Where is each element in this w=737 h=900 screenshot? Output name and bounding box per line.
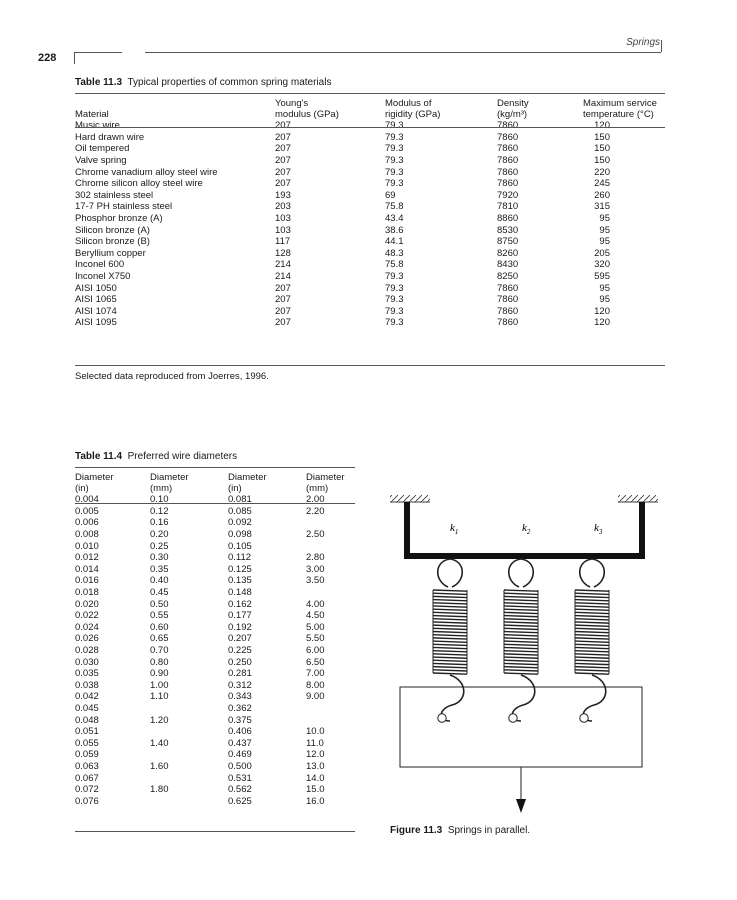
youngs-modulus-cell: 207 — [275, 131, 291, 143]
diameter-mm-cell: 16.0 — [306, 795, 325, 807]
diameter-in-cell: 0.437 — [228, 737, 252, 749]
table-row — [75, 772, 355, 784]
table-row — [75, 306, 665, 318]
diameter-in-cell: 0.625 — [228, 795, 252, 807]
header-rule — [145, 52, 661, 53]
diameter-mm-cell: 1.00 — [150, 679, 169, 691]
diameter-mm-cell — [150, 795, 228, 807]
table-11-4-label: Table 11.4 — [75, 451, 123, 462]
diameter-in-cell: 0.081 — [228, 494, 252, 506]
diameter-mm-cell: 1.10 — [150, 691, 169, 703]
max-temp-cell: 150 — [594, 143, 610, 155]
header-rule-left — [74, 52, 122, 53]
diameter-mm-cell: 2.20 — [306, 505, 325, 517]
table-row — [75, 668, 355, 680]
diameter-in-cell: 0.225 — [228, 645, 252, 657]
diameter-in-cell: 0.406 — [228, 726, 252, 738]
diameter-mm-cell: 8.00 — [306, 679, 325, 691]
diameter-in-cell: 0.148 — [228, 587, 252, 599]
figure-11-3-label: Figure 11.3 — [390, 825, 443, 836]
table-11-4-top-rule — [75, 467, 355, 468]
table-row — [75, 726, 355, 738]
diameter-in-cell: 0.177 — [228, 610, 252, 622]
max-temp-cell: 595 — [594, 271, 610, 283]
table-row — [75, 703, 355, 715]
rigidity-cell: 75.8 — [385, 259, 404, 271]
diameter-in-cell: 0.281 — [228, 668, 252, 680]
diameter-mm-cell: 11.0 — [306, 737, 324, 749]
material-cell: AISI 1074 — [75, 305, 117, 317]
table-row — [75, 691, 355, 703]
max-temp-cell: 150 — [594, 155, 610, 167]
diameter-in-cell: 0.192 — [228, 621, 252, 633]
diameter-mm-cell: 15.0 — [306, 784, 325, 796]
youngs-modulus-cell: 207 — [275, 282, 291, 294]
diameter-mm-cell: 0.80 — [150, 656, 169, 668]
youngs-modulus-cell: 117 — [275, 236, 291, 248]
diameter-mm-cell: 5.00 — [306, 621, 325, 633]
header-youngs-modulus: Young's modulus (GPa) — [275, 98, 339, 120]
table-row — [75, 120, 665, 132]
diameter-in-cell: 0.020 — [75, 598, 99, 610]
diameter-mm-cell: 14.0 — [306, 772, 325, 784]
max-temp-cell: 120 — [594, 305, 610, 317]
table-row — [75, 143, 665, 155]
diameter-in-cell: 0.343 — [228, 691, 252, 703]
material-cell: Chrome silicon alloy steel wire — [75, 178, 203, 190]
material-cell: Silicon bronze (B) — [75, 236, 150, 248]
diameter-in-cell: 0.022 — [75, 610, 99, 622]
diameter-mm-cell: 10.0 — [306, 726, 325, 738]
diameter-mm-cell — [306, 703, 355, 715]
table-row — [75, 645, 355, 657]
diameter-in-cell: 0.028 — [75, 645, 99, 657]
diameter-in-cell: 0.250 — [228, 656, 252, 668]
table-row — [75, 795, 355, 807]
density-cell: 8750 — [497, 236, 519, 248]
diameter-mm-cell: 0.65 — [150, 633, 169, 645]
material-cell: AISI 1095 — [75, 317, 117, 329]
table-11-3-title: Typical properties of common spring materials — [127, 77, 332, 88]
diameter-mm-cell: 0.10 — [150, 494, 169, 506]
header-rule-left-tick — [74, 52, 75, 64]
table-row — [75, 259, 665, 271]
table-row — [75, 155, 665, 167]
diameter-mm-cell: 2.80 — [306, 552, 325, 564]
table-row — [75, 680, 355, 692]
header-rule-right — [661, 40, 662, 52]
max-temp-cell: 95 — [599, 294, 610, 306]
table-row — [75, 190, 665, 202]
rigidity-cell: 79.3 — [385, 317, 404, 329]
diameter-in-cell: 0.085 — [228, 505, 252, 517]
diameter-mm-cell: 12.0 — [306, 749, 325, 761]
density-cell: 7920 — [497, 189, 519, 201]
diameter-in-cell: 0.162 — [228, 598, 252, 610]
table-11-3-note: Selected data reproduced from Joerres, 1996. — [75, 371, 269, 382]
diameter-mm-cell: 9.00 — [306, 691, 325, 703]
table-11-3-top-rule — [75, 93, 665, 94]
diameter-in-cell: 0.500 — [228, 760, 252, 772]
material-cell: AISI 1050 — [75, 282, 117, 294]
header-diameter-mm-1: Diameter (mm) — [150, 472, 189, 494]
table-11-3-header-row — [75, 98, 665, 120]
density-cell: 7860 — [497, 155, 519, 167]
density-cell: 7860 — [497, 305, 519, 317]
diameter-mm-cell: 1.20 — [150, 714, 169, 726]
spring-label-k1: $k_1$ — [450, 522, 459, 536]
diameter-in-cell: 0.105 — [228, 540, 252, 552]
diameter-mm-cell: 2.00 — [306, 494, 325, 506]
figure-11-3-caption — [390, 825, 530, 836]
youngs-modulus-cell: 214 — [275, 271, 291, 283]
table-11-4-caption — [75, 451, 237, 462]
rigidity-cell: 79.3 — [385, 143, 404, 155]
diameter-in-cell: 0.014 — [75, 563, 99, 575]
table-row — [75, 610, 355, 622]
table-11-4-title: Preferred wire diameters — [127, 451, 238, 462]
density-cell: 7860 — [497, 294, 519, 306]
diameter-in-cell: 0.375 — [228, 714, 252, 726]
rigidity-cell: 79.3 — [385, 131, 404, 143]
diameter-mm-cell: 0.45 — [150, 587, 169, 599]
diameter-mm-cell — [306, 714, 355, 726]
diameter-mm-cell: 0.55 — [150, 610, 169, 622]
diameter-mm-cell: 0.30 — [150, 552, 169, 564]
diameter-mm-cell: 5.50 — [306, 633, 325, 645]
diameter-mm-cell: 7.00 — [306, 668, 325, 680]
rigidity-cell: 79.3 — [385, 166, 404, 178]
diameter-mm-cell: 1.40 — [150, 737, 169, 749]
diameter-mm-cell — [150, 749, 228, 761]
material-cell: Music wire — [75, 120, 120, 132]
density-cell: 8430 — [497, 259, 519, 271]
material-cell: 17-7 PH stainless steel — [75, 201, 173, 213]
table-row — [75, 587, 355, 599]
max-temp-cell: 95 — [599, 282, 610, 294]
table-row — [75, 236, 665, 248]
density-cell: 7860 — [497, 178, 519, 190]
diameter-in-cell: 0.067 — [75, 772, 99, 784]
table-row — [75, 132, 665, 144]
diameter-in-cell: 0.207 — [228, 633, 252, 645]
table-row — [75, 529, 355, 541]
diameter-mm-cell — [150, 703, 228, 715]
diameter-mm-cell: 3.50 — [306, 575, 325, 587]
rigidity-cell: 79.3 — [385, 282, 404, 294]
diameter-mm-cell: 13.0 — [306, 760, 325, 772]
diameter-mm-cell: 0.40 — [150, 575, 169, 587]
diameter-mm-cell: 4.00 — [306, 598, 325, 610]
youngs-modulus-cell: 207 — [275, 317, 291, 329]
diameter-in-cell: 0.055 — [75, 737, 99, 749]
force-arrow — [516, 767, 526, 813]
table-11-4-bottom-rule — [75, 831, 355, 832]
spring-label-k2: $k_2$ — [522, 522, 531, 536]
diameter-in-cell: 0.072 — [75, 784, 99, 796]
rigidity-cell: 79.3 — [385, 120, 404, 132]
max-temp-cell: 320 — [594, 259, 610, 271]
diameter-in-cell: 0.004 — [75, 494, 99, 506]
diameter-in-cell: 0.010 — [75, 540, 99, 552]
diameter-mm-cell: 1.60 — [150, 760, 169, 772]
density-cell: 7860 — [497, 131, 519, 143]
diameter-mm-cell: 0.12 — [150, 505, 169, 517]
load-block — [400, 687, 642, 767]
diameter-mm-cell: 0.90 — [150, 668, 169, 680]
table-11-4-header-rule — [75, 503, 355, 504]
youngs-modulus-cell: 207 — [275, 143, 291, 155]
diameter-mm-cell: 0.25 — [150, 540, 169, 552]
table-row — [75, 598, 355, 610]
rigidity-cell: 79.3 — [385, 294, 404, 306]
diameter-in-cell: 0.005 — [75, 505, 99, 517]
material-cell: AISI 1065 — [75, 294, 117, 306]
youngs-modulus-cell: 193 — [275, 189, 291, 201]
diameter-in-cell: 0.026 — [75, 633, 99, 645]
rigidity-cell: 69 — [385, 189, 396, 201]
diameter-in-cell: 0.048 — [75, 714, 99, 726]
youngs-modulus-cell: 207 — [275, 166, 291, 178]
density-cell: 7810 — [497, 201, 519, 213]
rigidity-cell: 38.6 — [385, 224, 404, 236]
header-modulus-of-rigidity: Modulus of rigidity (GPa) — [385, 98, 441, 120]
diameter-mm-cell: 4.50 — [306, 610, 325, 622]
table-row — [75, 294, 665, 306]
table-row — [75, 317, 665, 329]
diameter-mm-cell: 0.60 — [150, 621, 169, 633]
material-cell: Inconel 600 — [75, 259, 125, 271]
table-row — [75, 714, 355, 726]
max-temp-cell: 95 — [599, 224, 610, 236]
diameter-mm-cell — [150, 772, 228, 784]
springs-in-parallel-figure — [380, 495, 670, 820]
youngs-modulus-cell: 207 — [275, 155, 291, 167]
youngs-modulus-cell: 103 — [275, 213, 291, 225]
diameter-in-cell: 0.024 — [75, 621, 99, 633]
table-11-3-label: Table 11.3 — [75, 77, 123, 88]
density-cell: 7860 — [497, 166, 519, 178]
table-11-3-caption — [75, 77, 331, 88]
diameter-in-cell: 0.063 — [75, 760, 99, 772]
density-cell: 8260 — [497, 247, 519, 259]
table-row — [75, 224, 665, 236]
max-temp-cell: 205 — [594, 247, 610, 259]
table-row — [75, 271, 665, 283]
table-row — [75, 656, 355, 668]
rigidity-cell: 75.8 — [385, 201, 404, 213]
material-cell: Silicon bronze (A) — [75, 224, 150, 236]
max-temp-cell: 315 — [594, 201, 610, 213]
diameter-in-cell: 0.030 — [75, 656, 99, 668]
table-row — [75, 622, 355, 634]
material-cell: Hard drawn wire — [75, 131, 145, 143]
diameter-in-cell: 0.092 — [228, 517, 252, 529]
density-cell: 7860 — [497, 143, 519, 155]
max-temp-cell: 95 — [599, 213, 610, 225]
diameter-mm-cell: 0.35 — [150, 563, 169, 575]
diameter-in-cell: 0.112 — [228, 552, 252, 564]
ceiling-right — [618, 495, 658, 502]
rigidity-cell: 43.4 — [385, 213, 404, 225]
youngs-modulus-cell: 203 — [275, 201, 291, 213]
max-temp-cell: 120 — [594, 120, 610, 132]
diameter-mm-cell: 1.80 — [150, 784, 169, 796]
diameter-mm-cell — [306, 540, 355, 552]
diameter-mm-cell: 0.50 — [150, 598, 169, 610]
material-cell: Oil tempered — [75, 143, 130, 155]
diameter-mm-cell: 3.00 — [306, 563, 325, 575]
youngs-modulus-cell: 214 — [275, 259, 291, 271]
rigidity-cell: 79.3 — [385, 178, 404, 190]
diameter-in-cell: 0.012 — [75, 552, 99, 564]
diameter-mm-cell — [150, 726, 228, 738]
diameter-mm-cell: 2.50 — [306, 529, 325, 541]
table-row — [75, 506, 355, 518]
table-row — [75, 761, 355, 773]
diameter-mm-cell — [306, 587, 355, 599]
material-cell: Chrome vanadium alloy steel wire — [75, 166, 218, 178]
table-row — [75, 737, 355, 749]
diameter-in-cell: 0.098 — [228, 529, 252, 541]
youngs-modulus-cell: 103 — [275, 224, 291, 236]
youngs-modulus-cell: 128 — [275, 247, 291, 259]
table-row — [75, 564, 355, 576]
youngs-modulus-cell: 207 — [275, 305, 291, 317]
diameter-in-cell: 0.038 — [75, 679, 99, 691]
table-11-3-bottom-rule — [75, 365, 665, 366]
ceiling-left — [390, 495, 430, 502]
rigidity-cell: 79.3 — [385, 155, 404, 167]
table-row — [75, 517, 355, 529]
max-temp-cell: 150 — [594, 131, 610, 143]
diameter-in-cell: 0.469 — [228, 749, 252, 761]
figure-11-3-title: Springs in parallel. — [447, 825, 531, 836]
diameter-mm-cell: 0.20 — [150, 529, 169, 541]
page-number: 228 — [38, 52, 57, 64]
material-cell: Inconel X750 — [75, 271, 131, 283]
diameter-mm-cell: 6.50 — [306, 656, 325, 668]
diameter-mm-cell: 0.16 — [150, 517, 169, 529]
material-cell: Valve spring — [75, 155, 127, 167]
table-row — [75, 575, 355, 587]
diameter-mm-cell: 0.70 — [150, 645, 169, 657]
diameter-in-cell: 0.018 — [75, 587, 99, 599]
table-11-4-header-row — [75, 472, 355, 494]
diameter-in-cell: 0.531 — [228, 772, 252, 784]
diameter-in-cell: 0.362 — [228, 702, 252, 714]
rigidity-cell: 79.3 — [385, 305, 404, 317]
density-cell: 8860 — [497, 213, 519, 225]
table-11-4 — [75, 472, 355, 807]
rigidity-cell: 48.3 — [385, 247, 404, 259]
diameter-in-cell: 0.016 — [75, 575, 99, 587]
diameter-in-cell: 0.051 — [75, 726, 99, 738]
max-temp-cell: 95 — [599, 236, 610, 248]
spring-label-k3: $k_3$ — [594, 522, 603, 536]
header-diameter-mm-2: Diameter (mm) — [306, 472, 345, 494]
density-cell: 8250 — [497, 271, 519, 283]
diameter-mm-cell: 6.00 — [306, 645, 325, 657]
diameter-in-cell: 0.059 — [75, 749, 99, 761]
max-temp-cell: 260 — [594, 189, 610, 201]
table-row — [75, 166, 665, 178]
diameter-in-cell: 0.006 — [75, 517, 99, 529]
diameter-in-cell: 0.125 — [228, 563, 252, 575]
diameter-in-cell: 0.312 — [228, 679, 252, 691]
diameter-in-cell: 0.135 — [228, 575, 252, 587]
header-diameter-in-1: Diameter (in) — [75, 472, 114, 494]
diameter-in-cell: 0.045 — [75, 702, 99, 714]
table-row — [75, 248, 665, 260]
table-11-3-header-rule — [75, 127, 665, 128]
youngs-modulus-cell: 207 — [275, 294, 291, 306]
table-row — [75, 282, 665, 294]
table-row — [75, 201, 665, 213]
header-density: Density (kg/m³) — [497, 98, 529, 120]
header-material: Material — [75, 109, 109, 120]
material-cell: Phosphor bronze (A) — [75, 213, 163, 225]
density-cell: 7860 — [497, 120, 519, 132]
table-11-3 — [75, 98, 665, 329]
density-cell: 8530 — [497, 224, 519, 236]
max-temp-cell: 245 — [594, 178, 610, 190]
diameter-in-cell: 0.562 — [228, 784, 252, 796]
table-row — [75, 784, 355, 796]
max-temp-cell: 120 — [594, 317, 610, 329]
diameter-in-cell: 0.035 — [75, 668, 99, 680]
diameter-mm-cell — [306, 517, 355, 529]
header-diameter-in-2: Diameter (in) — [228, 472, 267, 494]
table-row — [75, 552, 355, 564]
table-row — [75, 749, 355, 761]
material-cell: Beryllium copper — [75, 247, 146, 259]
density-cell: 7860 — [497, 317, 519, 329]
table-row — [75, 178, 665, 190]
density-cell: 7860 — [497, 282, 519, 294]
header-max-service-temp: Maximum service temperature (°C) — [583, 98, 657, 120]
rigidity-cell: 44.1 — [385, 236, 404, 248]
rigidity-cell: 79.3 — [385, 271, 404, 283]
material-cell: 302 stainless steel — [75, 189, 154, 201]
max-temp-cell: 220 — [594, 166, 610, 178]
diameter-in-cell: 0.042 — [75, 691, 99, 703]
table-row — [75, 633, 355, 645]
diameter-in-cell: 0.008 — [75, 529, 99, 541]
youngs-modulus-cell: 207 — [275, 120, 291, 132]
table-row — [75, 540, 355, 552]
running-head: Springs — [626, 37, 660, 48]
diameter-in-cell: 0.076 — [75, 795, 99, 807]
youngs-modulus-cell: 207 — [275, 178, 291, 190]
table-row — [75, 213, 665, 225]
